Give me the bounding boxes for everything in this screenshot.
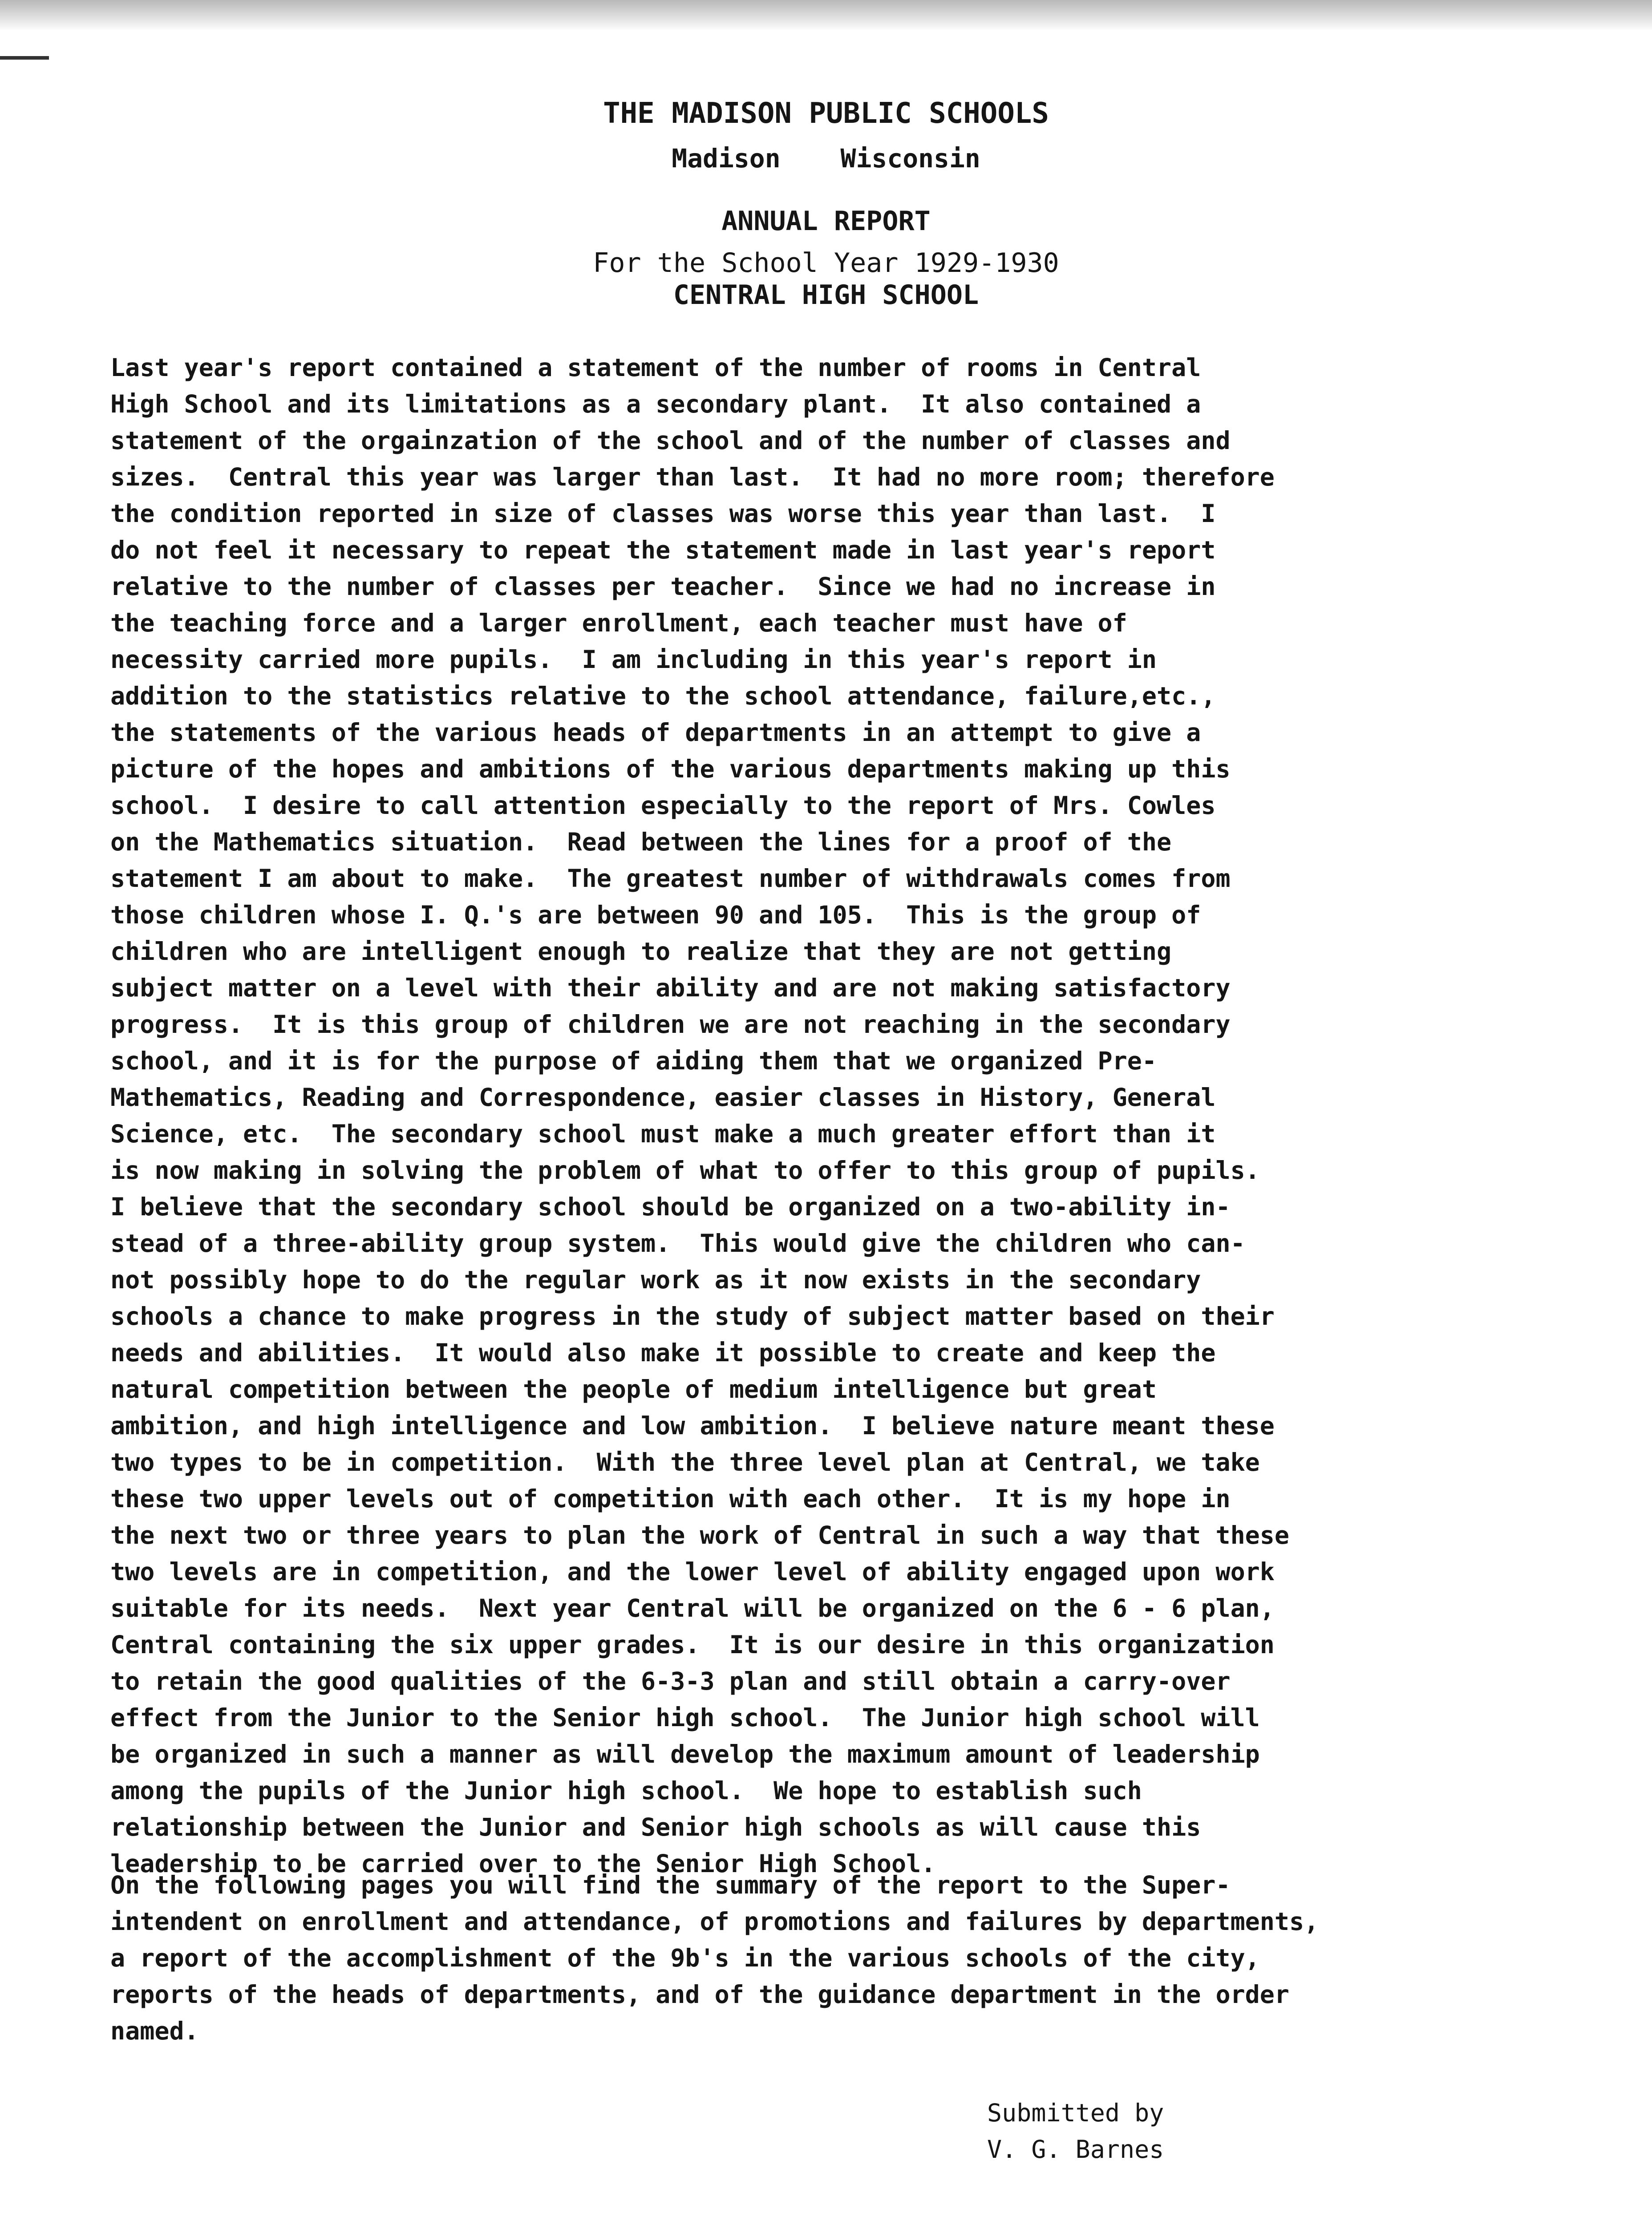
text-line: be organized in such a manner as will develop the maximum amount of leadership [110,1740,1260,1768]
text-line: High School and its limitations as a secondary plant. It also contained a [110,390,1201,418]
text-line: to retain the good qualities of the 6-3-3 plan and still obtain a carry-over [110,1667,1231,1695]
school-name: CENTRAL HIGH SCHOOL [673,279,979,311]
text-line: progress. It is this group of children we are not reaching in the secondary [110,1010,1231,1039]
text-line: suitable for its needs. Next year Central will be organized on the 6 - 6 plan, [110,1594,1275,1622]
report-paragraph-2 [110,1867,1521,2049]
signature-name: V. G. Barnes [987,2135,1164,2164]
text-line: relative to the number of classes per teacher. Since we had no increase in [110,572,1216,601]
text-line: ambition, and high intelligence and low ambition. I believe nature meant these [110,1412,1275,1440]
text-line: relationship between the Junior and Senior high schools as will cause this [110,1813,1201,1841]
text-line: subject matter on a level with their ability and are not making satisfactory [110,974,1231,1002]
report-title: ANNUAL REPORT [721,206,931,237]
text-line: sizes. Central this year was larger than last. It had no more room; therefore [110,463,1275,491]
text-line: schools a chance to make progress in the study of subject matter based on their [110,1302,1275,1331]
text-line: necessity carried more pupils. I am including in this year's report in [110,645,1157,674]
text-line: school. I desire to call attention especially to the report of Mrs. Cowles [110,791,1216,820]
text-line: school, and it is for the purpose of aiding them that we organized Pre- [110,1047,1157,1075]
text-line: intendent on enrollment and attendance, of promotions and failures by departments, [110,1907,1319,1936]
text-line: named. [110,2017,199,2045]
report-paragraph-1 [110,349,1521,1882]
text-line: Mathematics, Reading and Correspondence, easier classes in History, General [110,1083,1216,1112]
text-line: On the following pages you will find the summary of the report to the Super- [110,1871,1231,1899]
text-line: addition to the statistics relative to the school attendance, failure,etc., [110,682,1216,710]
text-line: the condition reported in size of classes was worse this year than last. I [110,499,1216,528]
text-line: is now making in solving the problem of what to offer to this group of pupils. [110,1156,1260,1185]
text-line: children who are intelligent enough to realize that they are not getting [110,937,1172,966]
text-line: Last year's report contained a statement of the number of rooms in Central [110,353,1201,382]
text-line: the teaching force and a larger enrollment, each teacher must have of [110,609,1127,637]
text-line: needs and abilities. It would also make it possible to create and keep the [110,1339,1216,1367]
text-line: two types to be in competition. With the three level plan at Central, we take [110,1448,1260,1477]
text-line: the next two or three years to plan the work of Central in such a way that these [110,1521,1290,1549]
text-line: I believe that the secondary school should be organized on a two-ability in- [110,1193,1231,1221]
text-line: reports of the heads of departments, and of the guidance department in the order [110,1980,1290,2009]
document-title: THE MADISON PUBLIC SCHOOLS [603,97,1049,130]
text-line: the statements of the various heads of departments in an attempt to give a [110,718,1201,747]
text-line: statement of the orgainzation of the school and of the number of classes and [110,426,1231,455]
text-line: effect from the Junior to the Senior high school. The Junior high school will [110,1703,1260,1732]
text-line: among the pupils of the Junior high school. We hope to establish such [110,1776,1142,1805]
text-line: do not feel it necessary to repeat the statement made in last year's report [110,536,1216,564]
document-location: Madison Wisconsin [672,143,980,174]
text-line: statement I am about to make. The greatest number of withdrawals comes from [110,864,1231,893]
text-line: picture of the hopes and ambitions of the various departments making up this [110,755,1231,783]
text-line: two levels are in competition, and the lower level of ability engaged upon work [110,1558,1275,1586]
text-line: not possibly hope to do the regular work as it now exists in the secondary [110,1266,1201,1294]
text-line: Central containing the six upper grades. It is our desire in this organization [110,1630,1275,1659]
text-line: Science, etc. The secondary school must make a much greater effort than it [110,1120,1216,1148]
signature-label: Submitted by [987,2099,1164,2127]
text-line: leadership to be carried over to the Senior High School. [110,1849,936,1878]
text-line: those children whose I. Q.'s are between 90 and 105. This is the group of [110,901,1201,929]
text-line: a report of the accomplishment of the 9b's in the various schools of the city, [110,1944,1260,1972]
text-line: on the Mathematics situation. Read between the lines for a proof of the [110,828,1172,856]
school-year: For the School Year 1929-1930 [593,247,1059,279]
text-line: natural competition between the people of medium intelligence but great [110,1375,1157,1404]
text-line: these two upper levels out of competition with each other. It is my hope in [110,1485,1231,1513]
text-line: stead of a three-ability group system. This would give the children who can- [110,1229,1245,1258]
